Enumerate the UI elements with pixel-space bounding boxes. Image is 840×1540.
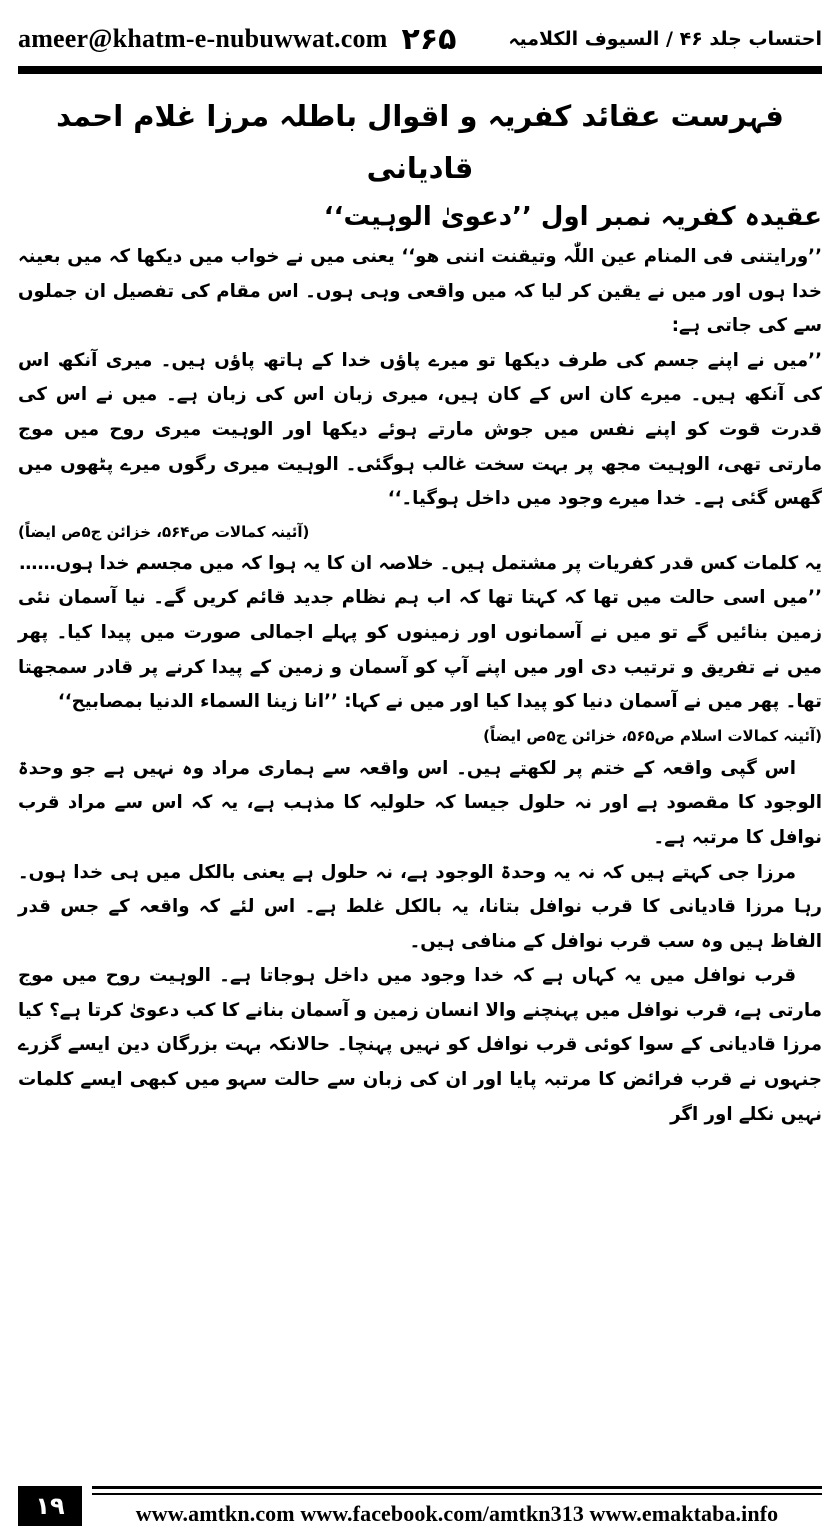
section-title: عقیدہ کفریہ نمبر اول ’’دعویٰ الوہیت‘‘ xyxy=(323,202,822,232)
header-left xyxy=(18,22,456,57)
page-title: فہرست عقائد کفریہ و اقوال باطلہ مرزا غلام احمد قادیانی xyxy=(56,99,784,185)
header-email: ameer@khatm-e-nubuwwat.com xyxy=(18,24,388,53)
paragraph: قرب نوافل میں یہ کہاں ہے کہ خدا وجود میں داخل ہوجاتا ہے۔ الوہیت روح میں موج مارتی ہے، قرب نوافل میں پہنچنے والا انسان زمین و آسمان بنانے کا کب دعویٰ کرتا ہے؟ کیا مرزا قادیانی کے سوا کوئی قرب نوافل کو نہیں پہنچا۔ حالانکہ بہت بزرگان دین ایسے گزرے جنہوں نے قرب فرائض کا مرتبہ پایا اور ان کی زبان سے حالت سہو میں کبھی ایسے کلمات نہیں نکلے اور اگر xyxy=(18,965,822,1125)
paragraph: اس گپی واقعہ کے ختم پر لکھتے ہیں۔ اس واقعہ سے ہماری مراد وہ نہیں ہے جو وحدۃ الوجود کا مقصود ہے اور نہ حلول جیسا کہ حلولیہ کا مذہب ہے، یہ کہ اس سے مراد قرب نوافل کا مرتبہ ہے۔ xyxy=(18,757,822,848)
footer-rule-thin xyxy=(92,1493,822,1495)
paragraph: مرزا جی کہتے ہیں کہ نہ یہ وحدۃ الوجود ہے، نہ حلول ہے یعنی بالکل میں ہی خدا ہوں۔ رہا مرزا قادیانی کا قرب نوافل بتانا، یہ بالکل غلط ہے۔ اس لئے کہ واقعہ کے جس قدر الفاظ ہیں وہ سب قرب نوافل کے منافی ہیں۔ xyxy=(18,861,822,952)
paragraph: ’’ورایتنی فی المنام عین اللّٰہ وتیقنت اننی ھو‘‘ یعنی میں نے خواب میں دیکھا کہ میں بعینہ خدا ہوں اور میں نے یقین کر لیا کہ میں واقعی وہی ہوں۔ اس مقام کی تفصیل ان جملوں سے کی جاتی ہے: xyxy=(18,246,822,337)
footer-rule xyxy=(92,1486,822,1489)
paragraph: ’’میں نے اپنے جسم کی طرف دیکھا تو میرے پاؤں خدا کے ہاتھ پاؤں ہیں۔ میری آنکھ اس کی آنکھ ہیں۔ میرے کان اس کے کان ہیں، میری زبان اس کی زبان ہے۔ میں نے اس کی قدرت قوت کو اپنے نفس میں جوش مارتے ہوئے دیکھا اور الوہیت میری روح میں موج مارتی تھی، الوہیت مجھ پر بہت سخت غالب ہوگئی۔ الوہیت میری رگوں میرے پٹھوں میں گھس گئی ہے۔ خدا میرے وجود میں داخل ہوگیا۔‘‘ xyxy=(18,349,822,510)
page-header xyxy=(18,14,822,64)
header-book-title: احتساب جلد ۴۶ / السیوف الکلامیہ xyxy=(508,28,822,50)
footer-websites: www.amtkn.com www.facebook.com/amtkn313 www.emaktaba.info xyxy=(135,1500,779,1526)
page-footer xyxy=(18,1486,822,1526)
reference-citation: (آئینہ کمالات ص۵۶۴، خزائن ج۵ص ایضاً) xyxy=(18,522,310,541)
reference-citation: (آئینہ کمالات اسلام ص۵۶۵، خزائن ج۵ص ایضاً) xyxy=(483,726,822,745)
paragraph: یہ کلمات کس قدر کفریات پر مشتمل ہیں۔ خلاصہ ان کا یہ ہوا کہ میں مجسم خدا ہوں…… xyxy=(19,552,822,574)
page-content xyxy=(18,84,822,1450)
paragraph: ’’میں اسی حالت میں تھا کہ کہتا تھا کہ اب ہم نظام جدید قائم کریں گے۔ نیا آسمان نئی زمین بنائیں گے تو میں نے آسمانوں اور زمینوں کو پہلے اجمالی صورت میں پیدا کیا۔ پھر میں نے تفریق و ترتیب دی اور میں اپنے آپ کو آسمان و زمین کے پیدا کرنے پر قادر سمجھتا تھا۔ پھر میں نے آسمان دنیا کو پیدا کیا اور میں نے کہا: ’’انا زینا السماء الدنیا بمصابیح‘‘ xyxy=(18,587,822,713)
footer-page-number: ۱۹ xyxy=(18,1486,82,1526)
header-page-number: ۲۶۵ xyxy=(401,21,457,57)
header-rule xyxy=(18,66,822,74)
footer-links xyxy=(92,1486,822,1527)
